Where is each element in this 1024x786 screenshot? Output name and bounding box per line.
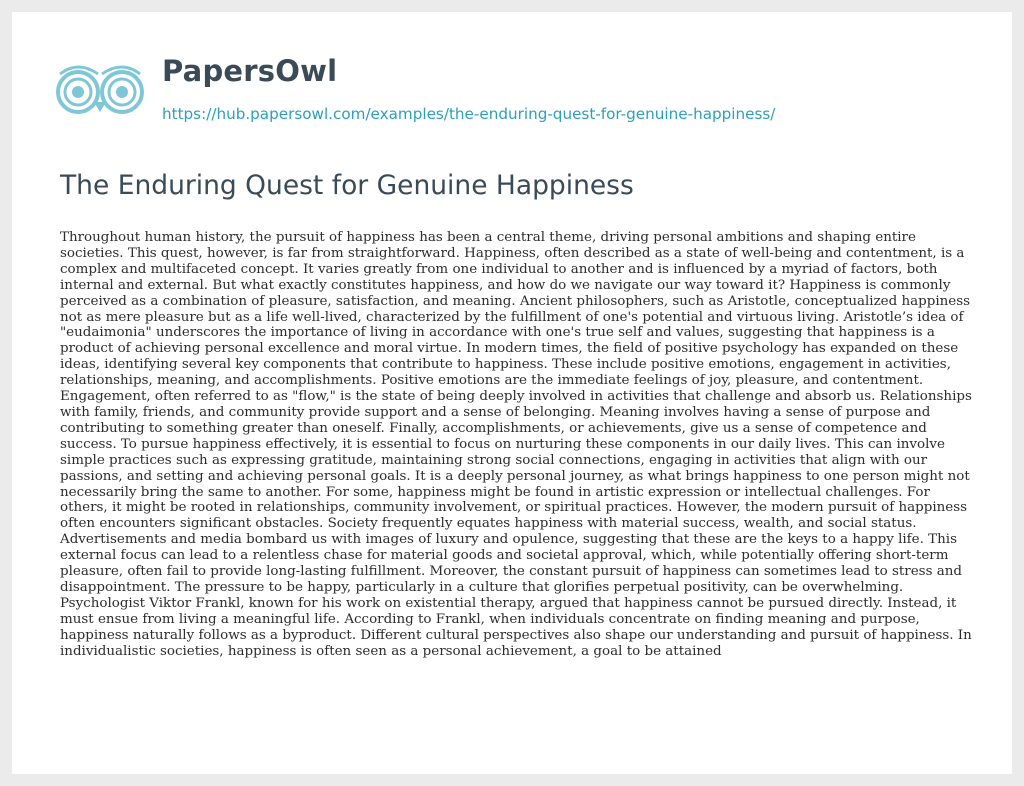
owl-eyes-icon xyxy=(54,52,146,124)
document-page xyxy=(12,12,1012,774)
page-title: The Enduring Quest for Genuine Happiness xyxy=(60,170,634,201)
source-url[interactable]: https://hub.papersowl.com/examples/the-enduring-quest-for-genuine-happiness/ xyxy=(162,105,776,123)
brand-name: PapersOwl xyxy=(162,54,338,88)
header xyxy=(54,40,954,140)
article-body: Throughout human history, the pursuit of happiness has been a central theme, driving personal ambitions and shaping entire societies. This quest, however, is far from straightforward. Happiness, often described as a state of well-being and contentment, is a complex and multifaceted concept. It varies greatly from one individual to another and is influenced by a myriad of factors, both internal and external. But what exactly constitutes happiness, and how do we navigate our way toward it? Happiness is commonly perceived as a combination of pleasure, satisfaction, and meaning. Ancient philosophers, such as Aristotle, conceptualized happiness not as mere pleasure but as a life well-lived, characterized by the fulfillment of one's potential and virtuous living. Aristotle’s idea of "eudaimonia" underscores the importance of living in accordance with one's true self and values, suggesting that happiness is a product of achieving personal excellence and moral virtue. In modern times, the field of positive psychology has expanded on these ideas, identifying several key components that contribute to happiness. These include positive emotions, engagement in activities, relationships, meaning, and accomplishments. Positive emotions are the immediate feelings of joy, pleasure, and contentment. Engagement, often referred to as "flow," is the state of being deeply involved in activities that challenge and absorb us. Relationships with family, friends, and community provide support and a sense of belonging. Meaning involves having a sense of purpose and contributing to something greater than oneself. Finally, accomplishments, or achievements, give us a sense of competence and success. To pursue happiness effectively, it is essential to focus on nurturing these components in our daily lives. This can involve simple practices such as expressing gratitude, maintaining strong social connections, engaging in activities that align with our passions, and setting and achieving personal goals. It is a deeply personal journey, as what brings happiness to one person might not necessarily bring the same to another. For some, happiness might be found in artistic expression or intellectual challenges. For others, it might be rooted in relationships, community involvement, or spiritual practices. However, the modern pursuit of happiness often encounters significant obstacles. Society frequently equates happiness with material success, wealth, and social status. Advertisements and media bombard us with images of luxury and opulence, suggesting that these are the keys to a happy life. This external focus can lead to a relentless chase for material goods and societal approval, which, while potentially offering short-term pleasure, often fail to provide long-lasting fulfillment. Moreover, the constant pursuit of happiness can sometimes lead to stress and disappointment. The pressure to be happy, particularly in a culture that glorifies perpetual positivity, can be overwhelming. Psychologist Viktor Frankl, known for his work on existential therapy, argued that happiness cannot be pursued directly. Instead, it must ensue from living a meaningful life. According to Frankl, when individuals concentrate on finding meaning and purpose, happiness naturally follows as a byproduct. Different cultural perspectives also shape our understanding and pursuit of happiness. In individualistic societies, happiness is often seen as a personal achievement, a goal to be attained xyxy=(60,230,972,659)
